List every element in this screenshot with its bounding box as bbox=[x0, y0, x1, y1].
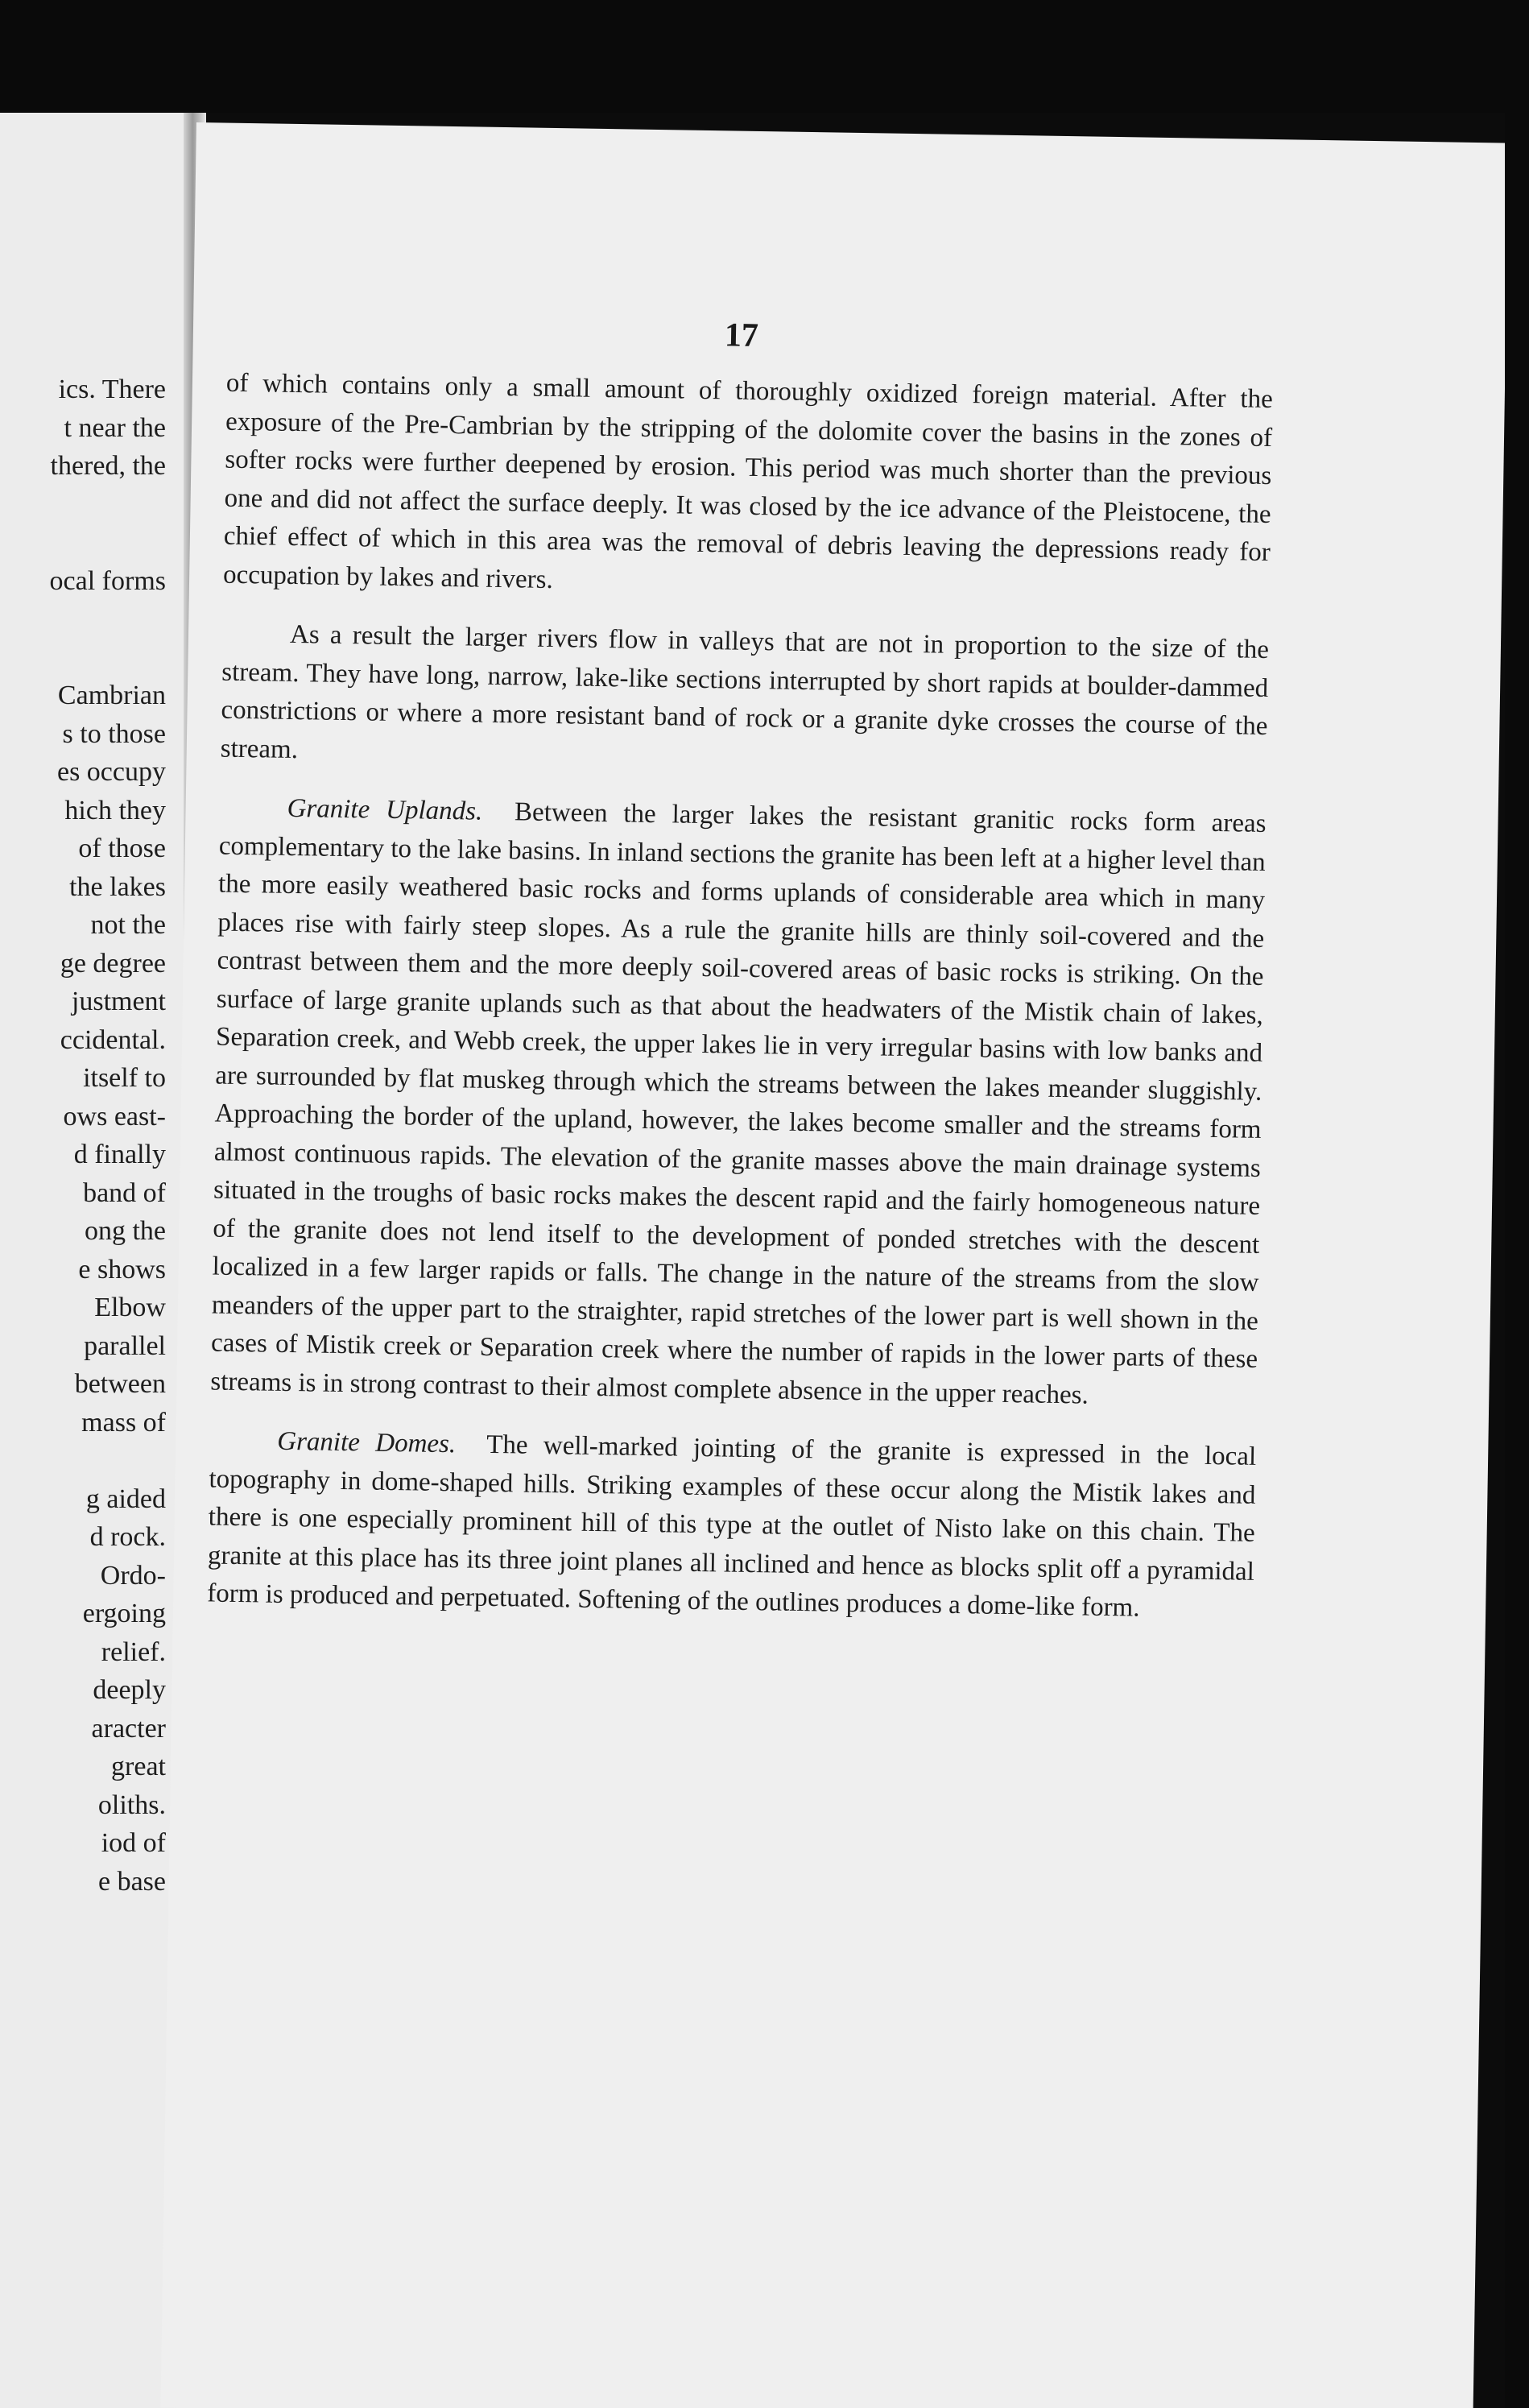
page-number: 17 bbox=[724, 317, 759, 354]
fragment-line bbox=[0, 486, 166, 524]
body-text bbox=[207, 365, 1274, 1651]
paragraph bbox=[207, 1421, 1257, 1629]
fragment-line: ocal forms bbox=[49, 565, 166, 596]
section-heading: Granite Uplands. bbox=[287, 793, 483, 826]
fragment-line: of those bbox=[78, 834, 166, 863]
paragraph bbox=[210, 789, 1267, 1417]
paragraph: of which contains only a small amount of thoroughly oxidized foreign material. After the exposure of the Pre-Cambrian by the stripping of the dolomite cover the basins in the zones of softer rocks were further deepened by erosion. This period was much shorter than the previous one and did not affect the surface deeply. It was closed by the ice advance of the Pleistocene, the chief effect of which in this area was the removal of debris leaving the depressions ready for occupation by lakes and rivers. bbox=[222, 368, 1274, 594]
section-heading: Granite Domes. bbox=[277, 1426, 457, 1459]
paragraph-body: Between the larger lakes the resistant granitic rocks form areas complementary to the lake basins. In inland sections the granite has been left at a higher level than the more easily weathered basic rocks and forms uplands of considerable area which in many places rise with fairly steep slopes. As a rule the granite hills are thinly soil-covered and the contrast between them and the more deeply soil-covered areas of basic rocks is striking. On the surface of large granite uplands such as that about the headwaters of the Mistik chain of lakes, Separation creek, and Webb creek, the upper lakes lie in very irregular basins with low banks and are surrounded by flat muskeg through which the streams between the lakes meander sluggishly. Approaching the border of the upland, however, the lakes become smaller and the streams form almost continuous rapids. The elevation of the granite masses above the main drainage systems situated in the troughs of basic rocks makes the descent rapid and the fairly homogeneous nature of the granite does not lend itself to the development of ponded stretches with the descent localized in a few larger rapids or falls. The change in the nature of the streams from the slow meanders of the upper part to the straighter, rapid stretches of the lower part is well shown in the cases of Mistik creek or Separation creek where the number of rapids in the lower parts of these streams is in strong contrast to their almost complete absence in the upper reaches. bbox=[210, 797, 1267, 1410]
scan-background-top bbox=[0, 0, 1529, 113]
fragment-line: deeply bbox=[93, 1675, 166, 1705]
fragment-line: the lakes bbox=[69, 871, 166, 902]
fragment-line: between bbox=[74, 1369, 166, 1399]
fragment-line: ics. There bbox=[58, 374, 166, 404]
right-page bbox=[160, 122, 1508, 2408]
paragraph-body: The well-marked jointing of the granite is expressed in the local topography in dome-shaped hills. Striking examples of these occur along the Mistik lakes and there is one especially prominent hill of this type at the outlet of Nisto lake on this chain. The granite at this place has its three joint planes all inclined and hence as blocks split off a pyramidal form is produced and perpetuated. Softening of the outlines produces a dome-like form. bbox=[207, 1429, 1257, 1623]
fragment-line bbox=[0, 600, 166, 639]
fragment-line bbox=[0, 523, 166, 562]
fragment-line: e shows bbox=[78, 1254, 166, 1285]
paragraph: As a result the larger rivers flow in valleys that are not in proportion to the size of the stream. They have long, narrow, lake-like sections interrupted by short rapids at boulder-dammed constrictions or where a more resistant band of rock or a granite dyke crosses the course of the stream. bbox=[220, 619, 1270, 764]
fragment-line: Ordo- bbox=[100, 1560, 166, 1591]
fragment-line: ccidental. bbox=[60, 1024, 166, 1055]
fragment-line: ows east- bbox=[63, 1101, 166, 1132]
fragment-line: e base bbox=[97, 1866, 166, 1897]
fragment-line: great bbox=[111, 1752, 166, 1781]
fragment-line: iod of bbox=[101, 1828, 166, 1858]
fragment-line: g aided bbox=[85, 1483, 166, 1514]
scan-background-right bbox=[1505, 113, 1529, 2408]
fragment-line: mass of bbox=[81, 1407, 166, 1438]
fragment-line: d finally bbox=[73, 1140, 166, 1169]
fragment-line: parallel bbox=[84, 1330, 166, 1361]
fragment-line: d rock. bbox=[89, 1522, 166, 1552]
fragment-line: ergoing bbox=[82, 1599, 166, 1628]
left-page-text-fragments bbox=[0, 370, 171, 1901]
fragment-line: Elbow bbox=[94, 1293, 166, 1322]
fragment-line: ong the bbox=[84, 1216, 166, 1246]
fragment-line: oliths. bbox=[97, 1789, 166, 1820]
fragment-line: s to those bbox=[62, 718, 166, 749]
fragment-line: not the bbox=[90, 910, 166, 940]
fragment-line: Cambrian bbox=[57, 681, 166, 710]
fragment-line: aracter bbox=[91, 1713, 166, 1744]
fragment-line: relief. bbox=[101, 1636, 166, 1667]
fragment-line: band of bbox=[83, 1177, 166, 1208]
fragment-line: t near the bbox=[64, 412, 166, 443]
fragment-line: thered, the bbox=[50, 451, 166, 481]
fragment-line: ge degree bbox=[60, 948, 166, 979]
fragment-line: hich they bbox=[64, 795, 166, 825]
fragment-line bbox=[0, 639, 166, 677]
fragment-line: justment bbox=[71, 987, 166, 1016]
fragment-line bbox=[0, 1442, 166, 1480]
fragment-line: es occupy bbox=[56, 757, 166, 787]
fragment-line: itself to bbox=[83, 1063, 166, 1093]
left-page bbox=[0, 113, 193, 2408]
